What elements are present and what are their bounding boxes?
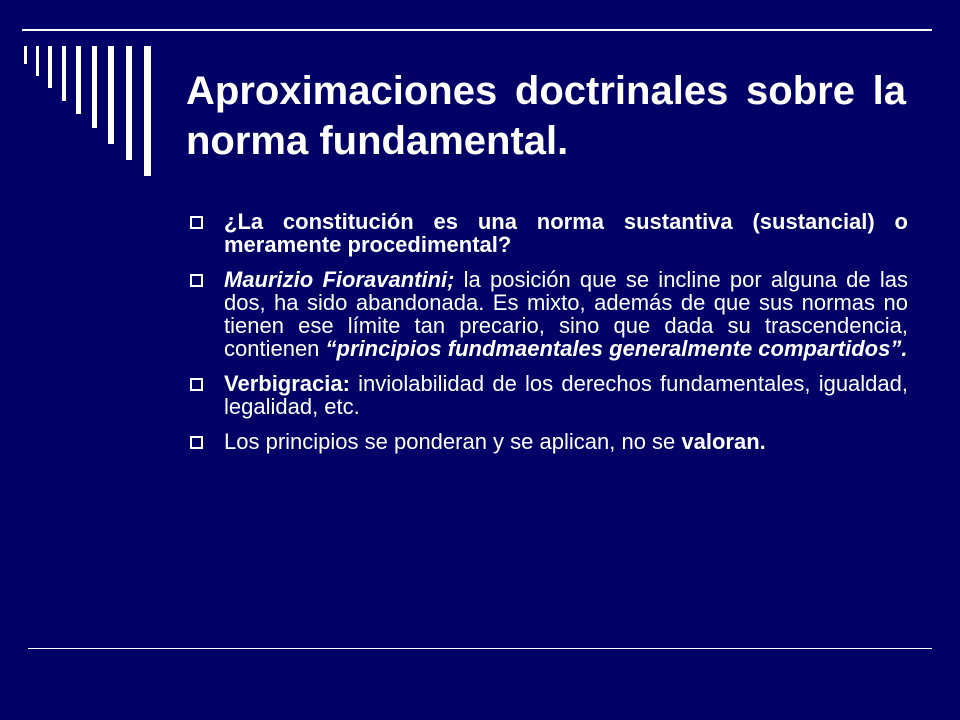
stripe (62, 46, 66, 101)
slide-title: Aproximaciones doctrinales sobre la norma fundamental. (186, 69, 906, 163)
bullet-text-run: Maurizio Fioravantini; (224, 267, 455, 292)
stripe (76, 46, 81, 114)
hollow-square-icon (190, 216, 203, 229)
hollow-square-icon (190, 378, 203, 391)
stripe (126, 46, 132, 160)
bullet-text-run: “principios fundmaentales generalmente compartidos”. (325, 336, 908, 361)
bullet-item (188, 210, 908, 256)
bullet-text-run: Los principios se ponderan y se aplican, no se (224, 429, 682, 454)
bullet-text-run: ¿La constitución es una norma sustantiva (sustancial) o meramente procedimental? (224, 209, 908, 257)
bullet-item (188, 268, 908, 360)
stripe (92, 46, 97, 128)
hollow-square-icon (190, 274, 203, 287)
stripe (108, 46, 114, 144)
bullet-text-run: la posición que se incline por alguna de las dos, ha sido abandonada. Es mixto, además de que sus normas no tienen ese límite tan precario, sino que dada su trascendencia, contienen (224, 267, 908, 361)
stripe (36, 46, 39, 76)
stripe (144, 46, 151, 176)
decorative-stripes (24, 46, 164, 196)
bullet-item (188, 430, 908, 453)
bullet-list (188, 210, 908, 465)
bullet-text-run: inviolabilidad de los derechos fundamentales, igualdad, legalidad, etc. (224, 371, 908, 419)
bullet-text-run: Verbigracia: (224, 371, 350, 396)
hollow-square-icon (190, 436, 203, 449)
stripe (48, 46, 52, 88)
bullet-text-run: valoran. (681, 429, 766, 454)
bullet-item (188, 372, 908, 418)
stripe (24, 46, 27, 64)
top-divider-line (22, 29, 932, 31)
bottom-divider-line (28, 648, 932, 649)
